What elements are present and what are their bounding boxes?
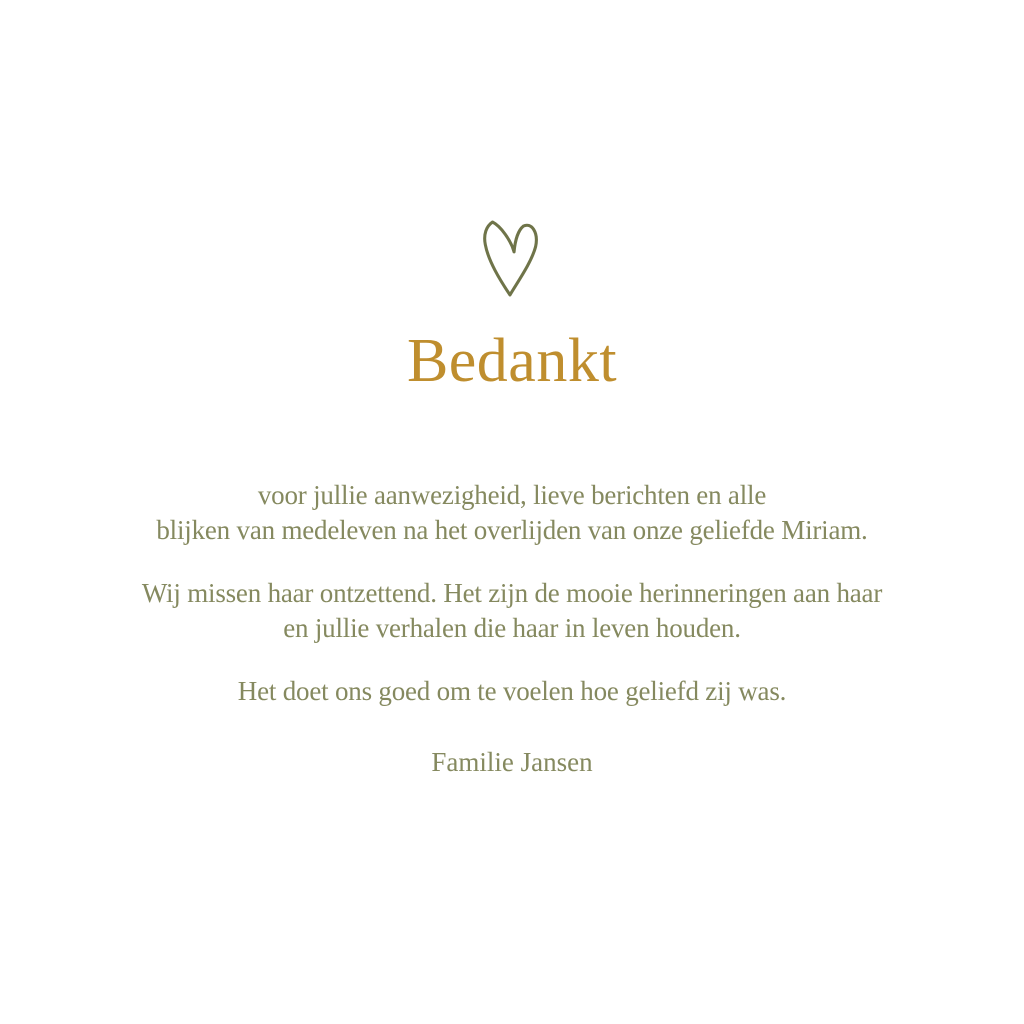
paragraph-1-line-1: voor jullie aanwezigheid, lieve berichten en alle — [257, 480, 767, 510]
paragraph-3 — [142, 674, 882, 709]
paragraph-2-line-2: en jullie verhalen die haar in leven houden. — [283, 613, 741, 643]
signature: Familie Jansen — [431, 747, 593, 777]
paragraph-2 — [142, 576, 882, 646]
paragraph-1-line-2: blijken van medeleven na het overlijden van onze geliefde Miriam. — [156, 515, 868, 545]
paragraph-3-line-1: Het doet ons goed om te voelen hoe geliefd zij was. — [237, 676, 787, 706]
paragraph-1 — [142, 478, 882, 548]
paragraph-2-line-1: Wij missen haar ontzettend. Het zijn de mooie herinneringen aan haar — [141, 578, 883, 608]
card-body — [142, 478, 882, 709]
card-title: Bedankt — [406, 327, 618, 395]
heart-outline-icon — [483, 220, 541, 298]
